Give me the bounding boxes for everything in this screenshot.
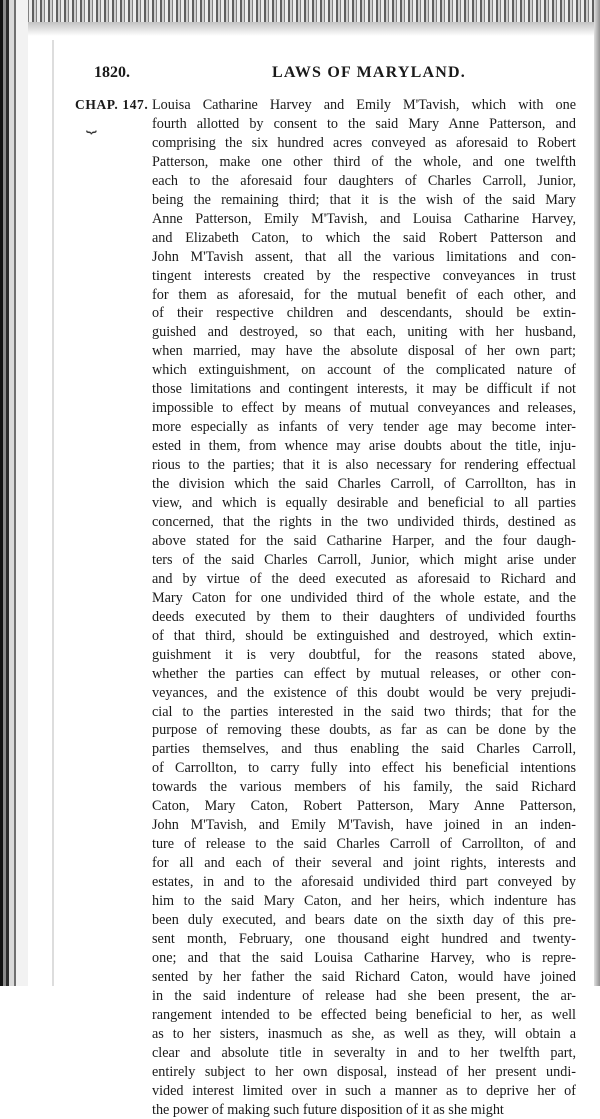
text-line: and Elizabeth Caton, to which the said Robert Patterson and [152,229,576,246]
text-line: the power of making such future disposition of it as she might [152,1101,504,1118]
scan-gutter-line [52,40,54,986]
text-line: estates, in and to the aforesaid undivided third part conveyed by [152,874,576,891]
text-line: above stated for the said Catharine Harper, and the four daugh- [152,532,576,549]
text-line: rious to the parties; that it is also necessary for rendering effectual [152,457,576,474]
text-line: John M'Tavish, and Emily M'Tavish, have joined in an inden- [152,817,576,834]
text-line: Mary Caton for one undivided third of the whole estate, and the [152,589,576,606]
text-line: the division which the said Charles Carroll, of Carrollton, has in [152,476,576,493]
text-line: ters of the said Charles Carroll, Junior, which might arise under [152,551,576,568]
chapter-brace-mark: ⏟ [86,113,97,133]
text-line: guished and destroyed, so that each, uniting with her husband, [152,324,576,341]
scan-top-shadow [0,22,600,36]
text-line: ture of release to the said Charles Carroll of Carrollton, of and [152,836,576,853]
text-line: Louisa Catharine Harvey and Emily M'Tavish, which with one [152,97,576,113]
text-line: comprising the six hundred acres conveyed as aforesaid to Robert [152,134,576,151]
text-line: impossible to effect by means of mutual conveyances and releases, [152,400,576,417]
text-line: him to the said Mary Caton, and her heirs, which indenture has [152,893,576,910]
text-line: guishment it is very doubtful, for the reasons stated above, [152,646,576,663]
chapter-label: CHAP. 147. [75,97,149,112]
text-line: which extinguishment, on account of the complicated nature of [152,362,576,379]
text-line: sented by her father the said Richard Caton, would have joined [152,968,576,985]
page-header [94,64,574,86]
text-line: for them as aforesaid, for the mutual benefit of each other, and [152,286,576,303]
text-line: in the said indenture of release had she been present, the ar- [152,987,576,1004]
text-line: Anne Patterson, Emily M'Tavish, and Louisa Catharine Harvey, [152,210,576,227]
scan-binding-edge [0,0,28,986]
text-line: of that third, should be extinguished and destroyed, which extin- [152,627,576,644]
text-line: sent month, February, one thousand eight hundred and twenty- [152,930,576,947]
text-line: when married, may have the absolute disposal of her own part; [152,343,576,360]
text-line: deeds executed by them to their daughters of undivided fourths [152,608,576,625]
text-line: each to the aforesaid four daughters of Charles Carroll, Junior, [152,172,576,189]
scan-right-edge [594,0,600,986]
text-line: parties themselves, and thus enabling the said Charles Carroll, [152,741,576,758]
body-text [152,96,576,1119]
text-line: of Carrollton, to carry fully into effect his beneficial intentions [152,760,576,777]
text-line: clear and absolute title in severalty in and to her twelfth part, [152,1044,576,1061]
text-line: towards the various members of his family, the said Richard [152,779,576,796]
text-line: of their respective children and descendants, should be extin- [152,305,576,322]
text-line: and by virtue of the deed executed as aforesaid to Richard and [152,570,576,587]
scan-top-edge [0,0,600,22]
text-line: tingent interests created by the respective conveyances in trust [152,267,576,284]
text-line: fourth allotted by consent to the said Mary Anne Patterson, and [152,115,576,132]
text-line: those limitations and contingent interests, it may be difficult if not [152,381,576,398]
text-line: rangement intended to be effected being beneficial to her, as well [152,1006,576,1023]
text-line: as to her sisters, inasmuch as she, as well as they, will obtain a [152,1025,576,1042]
text-line: John M'Tavish assent, that all the various limitations and con- [152,248,576,265]
text-line: cial to the parties interested in the said two thirds; that for the [152,703,576,720]
text-line: entirely subject to her own disposal, instead of her present undi- [152,1063,576,1080]
text-line: for all and each of their several and joint rights, interests and [152,855,576,872]
text-line: concerned, that the rights in the two undivided thirds, destined as [152,513,576,530]
running-title: LAWS OF MARYLAND. [272,64,466,81]
text-line: one; and that the said Louisa Catharine Harvey, who is repre- [152,949,576,966]
text-line: ested in them, from whence may arise doubts about the title, inju- [152,438,576,455]
page-year: 1820. [94,64,130,81]
text-line: view, and which is equally desirable and beneficial to all parties [152,495,576,512]
text-line: vided interest limited over in such a manner as to deprive her of [152,1082,576,1099]
text-line: more especially as infants of very tender age may become inter- [152,419,576,436]
text-line: been duly executed, and bears date on the sixth day of this pre- [152,911,576,928]
text-line: purpose of removing these doubts, as far as can be done by the [152,722,576,739]
text-line: whether the parties can effect by mutual releases, or other con- [152,665,576,682]
text-line: veyances, and the existence of this doubt would be very prejudi- [152,684,576,701]
text-line: being the remaining third; that it is the wish of the said Mary [152,191,576,208]
text-line: Caton, Mary Caton, Robert Patterson, Mary Anne Patterson, [152,798,576,815]
text-line: Patterson, make one other third of the whole, and one twelfth [152,153,576,170]
